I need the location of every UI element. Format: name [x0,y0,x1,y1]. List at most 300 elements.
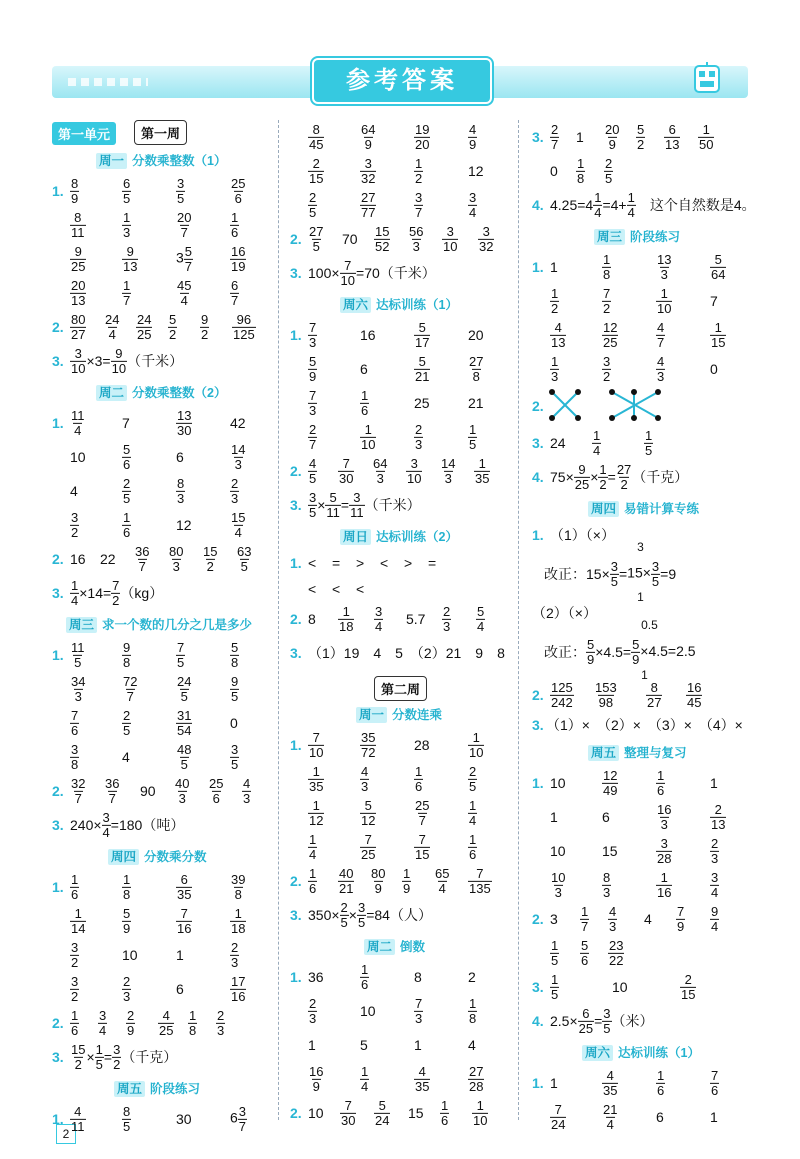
answer-cell [176,177,185,205]
numerator: 3 [410,455,418,471]
numerator: 15 [71,1041,86,1057]
answer-cell [168,313,177,341]
fraction [414,191,423,219]
answer-row [532,284,752,318]
answer-cell [232,313,256,341]
section-label [108,847,207,865]
answer-cell [360,327,376,343]
fraction [184,245,193,273]
answer-cell [710,1109,718,1125]
numerator: 1 [594,189,602,205]
denominator: 7 [418,812,426,828]
fraction [122,211,131,239]
numerator: 4 [609,903,617,919]
numerator: 3 [113,1041,121,1057]
numerator: 27 [361,189,376,205]
denominator: 4 [309,846,317,862]
answer-row [532,868,752,902]
answer-row [290,728,512,762]
fraction [230,743,239,771]
fraction [442,225,458,253]
answer-cell [176,907,192,935]
match-dot [631,415,637,421]
section-label [356,705,442,723]
answer-cell [176,743,192,771]
numerator: 1 [469,995,477,1011]
denominator: 4 [469,812,477,828]
answer-cell [230,675,239,703]
numerator: 3 [651,558,660,574]
fraction [710,321,726,349]
answer-column-2 [290,120,512,1130]
answer-row [290,256,512,290]
answer-cell [70,347,183,375]
denominator: 6 [711,1082,719,1098]
answer-cell [338,605,354,633]
numerator: 4 [243,775,251,791]
answer-cell [468,969,476,985]
fraction [468,765,477,793]
answer-cell [656,355,665,383]
answer-cell [602,871,611,899]
numerator: 2 [711,835,719,851]
answer-cell [686,681,702,709]
denominator: 45 [309,136,324,152]
match-dot [549,415,555,421]
answer-value: 12 [176,517,192,533]
numerator: 1 [581,903,589,919]
denominator: 5 [651,573,660,589]
denominator: 10 [71,360,86,376]
denominator: 3 [231,954,239,970]
numerator: 5 [378,1097,386,1113]
answer-row [290,154,512,188]
page-number: 2 [56,1124,76,1144]
numerator: 5 [364,797,372,813]
denominator: 13 [551,334,566,350]
answer-value: =9 [660,566,677,582]
numerator: 3 [660,835,668,851]
denominator: 2 [620,476,628,492]
numerator: 1 [551,285,559,301]
fraction [174,777,190,805]
answer-cell [176,245,193,273]
answer-cell [136,313,152,341]
answer-value: 4 [70,483,78,499]
denominator: 3 [660,816,668,832]
fraction [576,157,585,185]
denominator: 5 [603,1020,611,1036]
correction-row [532,617,752,682]
answer-value: < [380,555,389,571]
answer-cell [70,409,86,437]
answer-row [52,972,274,1006]
denominator: 6 [657,1082,665,1098]
numerator: 1 [123,209,131,225]
match-dot [575,389,581,395]
answer-cell [550,973,559,1001]
denominator: 8 [577,170,585,186]
numerator: 3 [603,353,611,369]
denominator: 9 [71,190,79,206]
numerator: 25 [231,175,246,191]
answer-cell [122,177,131,205]
fraction [374,605,383,633]
answer-cell [308,555,316,571]
numerator: 3 [177,175,185,191]
denominator: 8 [189,1022,197,1038]
answer-value: 3 [176,249,184,266]
answer-cell: （1）× （2）× （3）× （4）× [546,717,743,733]
answer-cell [332,581,340,597]
answer-cell [122,477,131,505]
answer-cell [230,941,239,969]
fraction [651,560,660,588]
answer-cell [476,605,485,633]
fraction [70,907,86,935]
numerator: 1 [231,209,239,225]
answer-value: 6 [656,1109,664,1125]
numerator: 3 [446,223,454,239]
answer-cell [230,641,239,669]
fraction [580,939,589,967]
fraction [414,833,430,861]
fraction [104,313,120,341]
answer-cell [70,1105,86,1133]
answer-cell [308,191,317,219]
fraction [468,833,477,861]
denominator: 25 [603,334,618,350]
answer-cell [414,737,430,753]
answer-cell [442,605,451,633]
numerator: 2 [231,939,239,955]
numerator: 17 [231,973,246,989]
denominator: 5 [469,436,477,452]
fraction [308,491,317,519]
numerator: 9 [126,243,134,259]
section-heading [290,522,512,550]
numerator: 1 [361,1063,369,1079]
answer-row [532,902,752,936]
answer-cell [608,939,624,967]
question-number: 1. [532,259,544,275]
numerator: 1 [476,1097,484,1113]
answer-cell [158,1009,174,1037]
answer-cell [550,775,566,791]
fraction [308,457,317,485]
denominator: 35 [415,1078,430,1094]
denominator: 2 [169,326,177,342]
answer-cell [308,997,317,1025]
answer-value: 42 [230,415,246,431]
answer-cell [308,457,317,485]
denominator: 6 [309,880,317,896]
denominator: 16 [177,920,192,936]
answer-cell [550,287,559,315]
answer-value: 10 [308,1105,324,1121]
answer-cell [468,163,484,179]
answer-row [290,550,512,576]
denominator: 9 [469,136,477,152]
answer-cell [594,681,618,709]
fraction [70,279,86,307]
denominator: 25 [361,846,376,862]
denominator: 2 [599,476,607,492]
numerator: 27 [469,353,484,369]
denominator: 125 [233,326,255,342]
numerator: 24 [137,311,152,327]
answer-column-3 [532,120,756,1134]
answer-row [52,1102,274,1136]
denominator: 21 [339,880,354,896]
numerator: 63 [237,543,252,559]
numerator: 1 [361,961,369,977]
denominator: 14 [71,920,86,936]
denominator: 7 [309,436,317,452]
section-day: 周三 [66,617,97,633]
numerator: 1 [71,871,79,887]
numerator: 24 [105,311,120,327]
section-label [588,743,687,761]
question-number: 2. [290,1105,302,1121]
match-dot [549,389,555,395]
answer-cell [360,765,369,793]
denominator: 11 [326,504,340,520]
denominator: 4 [102,824,110,840]
question-number: 3. [52,1049,64,1065]
denominator: 11 [71,1118,85,1134]
answer-value: （千米） [127,353,184,369]
answer-value: 15 [408,1105,424,1121]
fraction [374,225,390,253]
fraction [656,837,672,865]
fraction [70,975,79,1003]
denominator: 9 [312,1078,320,1094]
cancel-note-top: 0.5 [641,617,658,632]
denominator: 8 [71,756,79,772]
answer-column-1 [52,120,274,1136]
fraction [631,638,640,666]
fraction [468,997,477,1025]
match-dot [655,415,661,421]
answer-cell [406,457,422,485]
numerator: 3 [353,489,361,505]
denominator: 5 [231,756,239,772]
answer-cell [468,1037,476,1053]
numerator: 16 [231,243,246,259]
answer-row [290,636,512,670]
question-number: 1. [52,647,64,663]
denominator: 7 [126,688,134,704]
denominator: 28 [657,850,672,866]
answer-cell [338,457,354,485]
denominator: 5 [74,654,82,670]
numerator: 7 [344,1097,352,1113]
fraction [602,1069,618,1097]
fraction [308,225,324,253]
answer-cell [104,777,120,805]
denominator: 4 [477,618,485,634]
question-number: 1. [52,183,64,199]
numerator: 19 [415,121,430,137]
denominator: 4 [627,204,635,220]
fraction [176,743,192,771]
numerator: 1 [123,277,131,293]
numerator: 5 [632,636,640,652]
denominator: 27 [647,694,662,710]
denominator: 3 [444,470,452,486]
fraction [70,511,79,539]
denominator: 3 [177,490,185,506]
numerator: 12 [603,319,618,335]
question-number: 1. [532,1075,544,1091]
answer-cell [656,769,665,797]
answer-cell [406,611,425,627]
answer-cell [230,975,246,1003]
section-title: 阶段练习 [630,230,681,244]
answer-cell [70,449,86,465]
denominator: 5 [645,442,653,458]
denominator: 15 [711,334,726,350]
answer-cell [468,355,484,383]
answer-value: 7 [122,415,130,431]
fraction [586,638,595,666]
answer-row [52,542,274,576]
numerator: 8 [177,475,185,491]
column-divider [278,120,279,1120]
denominator: 27 [71,326,86,342]
fraction [656,803,672,831]
answer-cell [602,769,618,797]
fraction [168,313,177,341]
fraction [208,777,224,805]
denominator: 9 [608,136,616,152]
fraction [70,1105,86,1133]
answer-value: 10 [612,979,628,995]
fraction [232,313,256,341]
fraction [478,225,494,253]
denominator: 24 [375,1112,390,1128]
answer-cell [468,799,477,827]
answer-value: 4.25=4 [550,197,594,213]
denominator: 7 [415,204,423,220]
fraction [308,321,317,349]
numerator: 125 [551,679,573,695]
numerator: 23 [609,937,624,953]
answer-value [636,195,650,215]
numerator: 40 [339,865,354,881]
numerator: 1 [657,1067,665,1083]
denominator: 49 [603,782,618,798]
denominator: 7 [108,790,116,806]
answer-cell [380,555,388,571]
section-heading [532,738,752,766]
denominator: 22 [609,952,624,968]
denominator: 2 [71,988,79,1004]
answer-cell [308,581,316,597]
answer-cell [308,1037,316,1053]
numerator: 9 [578,461,586,477]
fraction [122,641,131,669]
denominator: 9 [309,368,317,384]
fraction [308,123,324,151]
fraction [710,803,726,831]
question-number: 2. [290,463,302,479]
denominator: 5 [309,470,317,486]
answer-value: 24 [550,435,566,451]
section-day: 周五 [588,745,619,761]
denominator: 2 [551,300,559,316]
numerator: 6 [123,175,131,191]
numerator: 1 [123,509,131,525]
answer-row [532,970,752,1004]
answer-cell [550,681,574,709]
fraction [70,641,86,669]
answer-cell [70,279,86,307]
fraction [70,1043,86,1071]
numerator: 1 [645,427,653,443]
fraction [70,211,86,239]
answer-cell [550,435,566,451]
answer-cell [308,901,432,929]
answer-value: 0 [550,163,558,179]
fraction [550,355,559,383]
denominator: 15 [309,170,324,186]
answer-cell [122,415,130,431]
fraction [308,765,324,793]
numerator: 2 [127,1007,135,1023]
answer-cell [176,981,184,997]
fraction [176,873,192,901]
answer-cell [202,545,218,573]
numerator: 20 [605,121,620,137]
denominator: 4 [99,1022,107,1038]
fraction [360,799,376,827]
answer-cell [230,907,246,935]
numerator: 2 [469,763,477,779]
fraction [338,457,354,485]
fraction [308,799,324,827]
question-number: 1. [290,737,302,753]
fraction [374,1099,390,1127]
denominator: 3 [172,558,180,574]
denominator: 10 [469,744,484,760]
fraction [686,681,702,709]
denominator: 6 [123,456,131,472]
numerator: 15 [203,543,218,559]
fraction [308,731,324,759]
fraction [230,675,239,703]
numerator: 7 [364,831,372,847]
answer-value: 改正：15× [544,566,610,582]
answer-cell [126,1009,135,1037]
question-number: 3. [290,645,302,661]
numerator: 3 [102,809,110,825]
denominator: 7 [551,136,559,152]
answer-value: ×3= [86,353,111,369]
answer-cell [414,157,423,185]
section-title: 分数乘分数 [144,850,207,864]
answer-row [532,766,752,800]
denominator: 25 [574,476,590,492]
answer-cell [414,969,422,985]
numerator: 3 [99,1007,107,1023]
fraction [468,799,477,827]
answer-value: 1 [710,775,718,791]
denominator: 5 [309,504,317,520]
fraction [122,279,131,307]
numerator: 45 [177,277,192,293]
